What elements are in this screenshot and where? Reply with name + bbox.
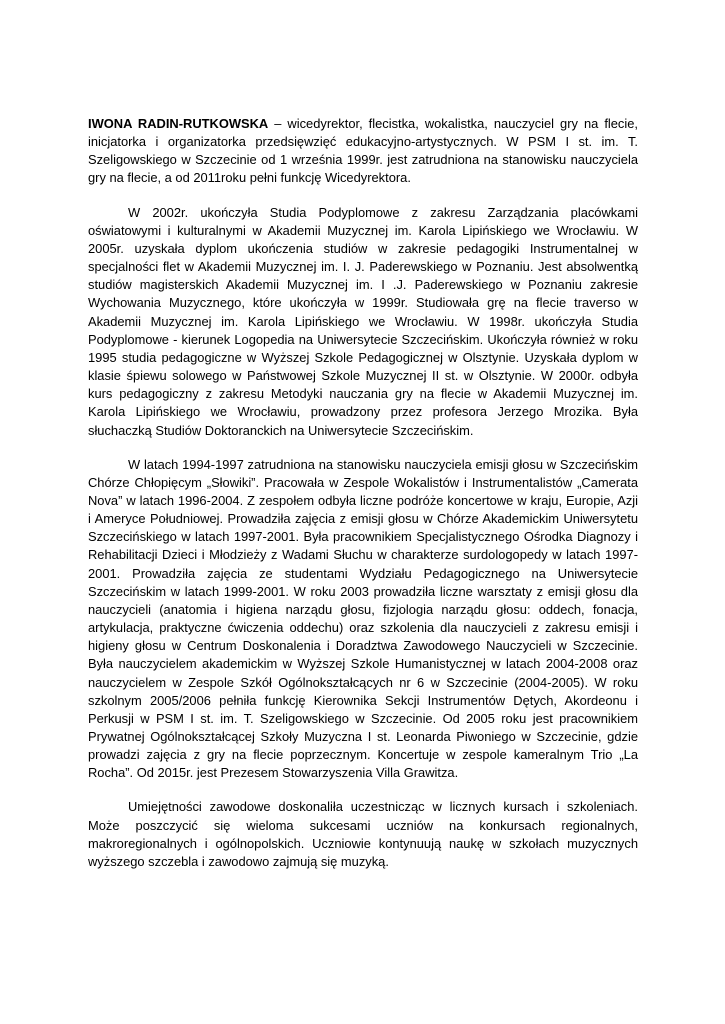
intro-paragraph	[88, 115, 638, 188]
intro-text: – wicedyrektor, flecistka, wokalistka, nauczyciel gry na flecie, inicjatorka i organizatorka przedsięwzięć edukacyjno-artystycznych. W PSM I st. im. T. Szeligowskiego w Szczecinie od 1 września 1999r. jest zatrudniona na stanowisku nauczyciela gry na flecie, a od 2011roku pełni funkcję Wicedyrektora.	[88, 116, 638, 186]
document-body	[88, 115, 638, 887]
person-name: IWONA RADIN-RUTKOWSKA	[88, 116, 269, 131]
paragraph-education: W 2002r. ukończyła Studia Podyplomowe z zakresu Zarządzania placówkami oświatowymi i kulturalnymi w Akademii Muzycznej im. Karola Lipińskiego we Wrocławiu. W 2005r. uzyskała dyplom ukończenia studiów w zakresie pedagogiki Instrumentalnej w specjalności flet w Akademii Muzycznej im. I. J. Paderewskiego w Poznaniu. Jest absolwentką studiów magisterskich Akademii Muzycznej im. I .J. Paderewskiego w Poznaniu zakresie Wychowania Muzycznego, które ukończyła w 1999r. Studiowała grę na flecie traverso w Akademii Muzycznej im. Karola Lipińskiego we Wrocławiu. W 1998r. ukończyła Studia Podyplomowe - kierunek Logopedia na Uniwersytecie Szczecińskim. Ukończyła również w roku 1995 studia pedagogiczne w Wyższej Szkole Pedagogicznej w Olsztynie. Uzyskała dyplom w klasie śpiewu solowego w Państwowej Szkole Muzycznej II st. w Olsztynie. W 2000r. odbyła kurs pedagogiczny z zakresu Metodyki nauczania gry na flecie w Akademii Muzycznej im. Karola Lipińskiego we Wrocławiu, prowadzony przez profesora Jerzego Mrozika. Była słuchaczką Studiów Doktoranckich na Uniwersytecie Szczecińskim.	[88, 204, 638, 438]
paragraph-career: W latach 1994-1997 zatrudniona na stanowisku nauczyciela emisji głosu w Szczecińskim Chórze Chłopięcym „Słowiki”. Pracowała w Zespole Wokalistów i Instrumentalistów „Camerata Nova” w latach 1996-2004. Z zespołem odbyła liczne podróże koncertowe w kraju, Europie, Azji i Ameryce Południowej. Prowadziła zajęcia z emisji głosu w Chórze Akademickim Uniwersytetu Szczecińskiego w latach 1997-2001. Była pracownikiem Specjalistycznego Ośrodka Diagnozy i Rehabilitacji Dzieci i Młodzieży z Wadami Słuchu w charakterze surdologopedy w latach 1997-2001. Prowadziła zajęcia ze studentami Wydziału Pedagogicznego na Uniwersytecie Szczecińskim w latach 1999-2001. W roku 2003 prowadziła liczne warsztaty z emisji głosu dla nauczycieli (anatomia i higiena narządu głosu, fizjologia narządu głosu: oddech, fonacja, artykulacja, praktyczne ćwiczenia oddechu) oraz szkolenia dla nauczycieli z zakresu emisji i higieny głosu w Centrum Doskonalenia i Doradztwa Zawodowego Nauczycieli w Szczecinie. Była nauczycielem akademickim w Wyższej Szkole Humanistycznej w latach 2004-2008 oraz nauczycielem w Zespole Szkół Ogólnokształcących nr 6 w Szczecinie (2004-2005). W roku szkolnym 2005/2006 pełniła funkcję Kierownika Sekcji Instrumentów Dętych, Akordeonu i Perkusji w PSM I st. im. T. Szeligowskiego w Szczecinie. Od 2005 roku jest pracownikiem Prywatnej Ogólnokształcącej Szkoły Muzyczna I st. Leonarda Piwoniego w Szczecinie, gdzie prowadzi zajęcia z gry na flecie poprzecznym. Koncertuje w zespole kameralnym Trio „La Rocha”. Od 2015r. jest Prezesem Stowarzyszenia Villa Grawitza.	[88, 456, 638, 781]
paragraph-achievements: Umiejętności zawodowe doskonaliła uczestnicząc w licznych kursach i szkoleniach. Może poszczycić się wieloma sukcesami uczniów na konkursach regionalnych, makroregionalnych i ogólnopolskich. Uczniowie kontynuują naukę w szkołach muzycznych wyższego szczebla i zawodowo zajmują się muzyką.	[88, 799, 638, 869]
